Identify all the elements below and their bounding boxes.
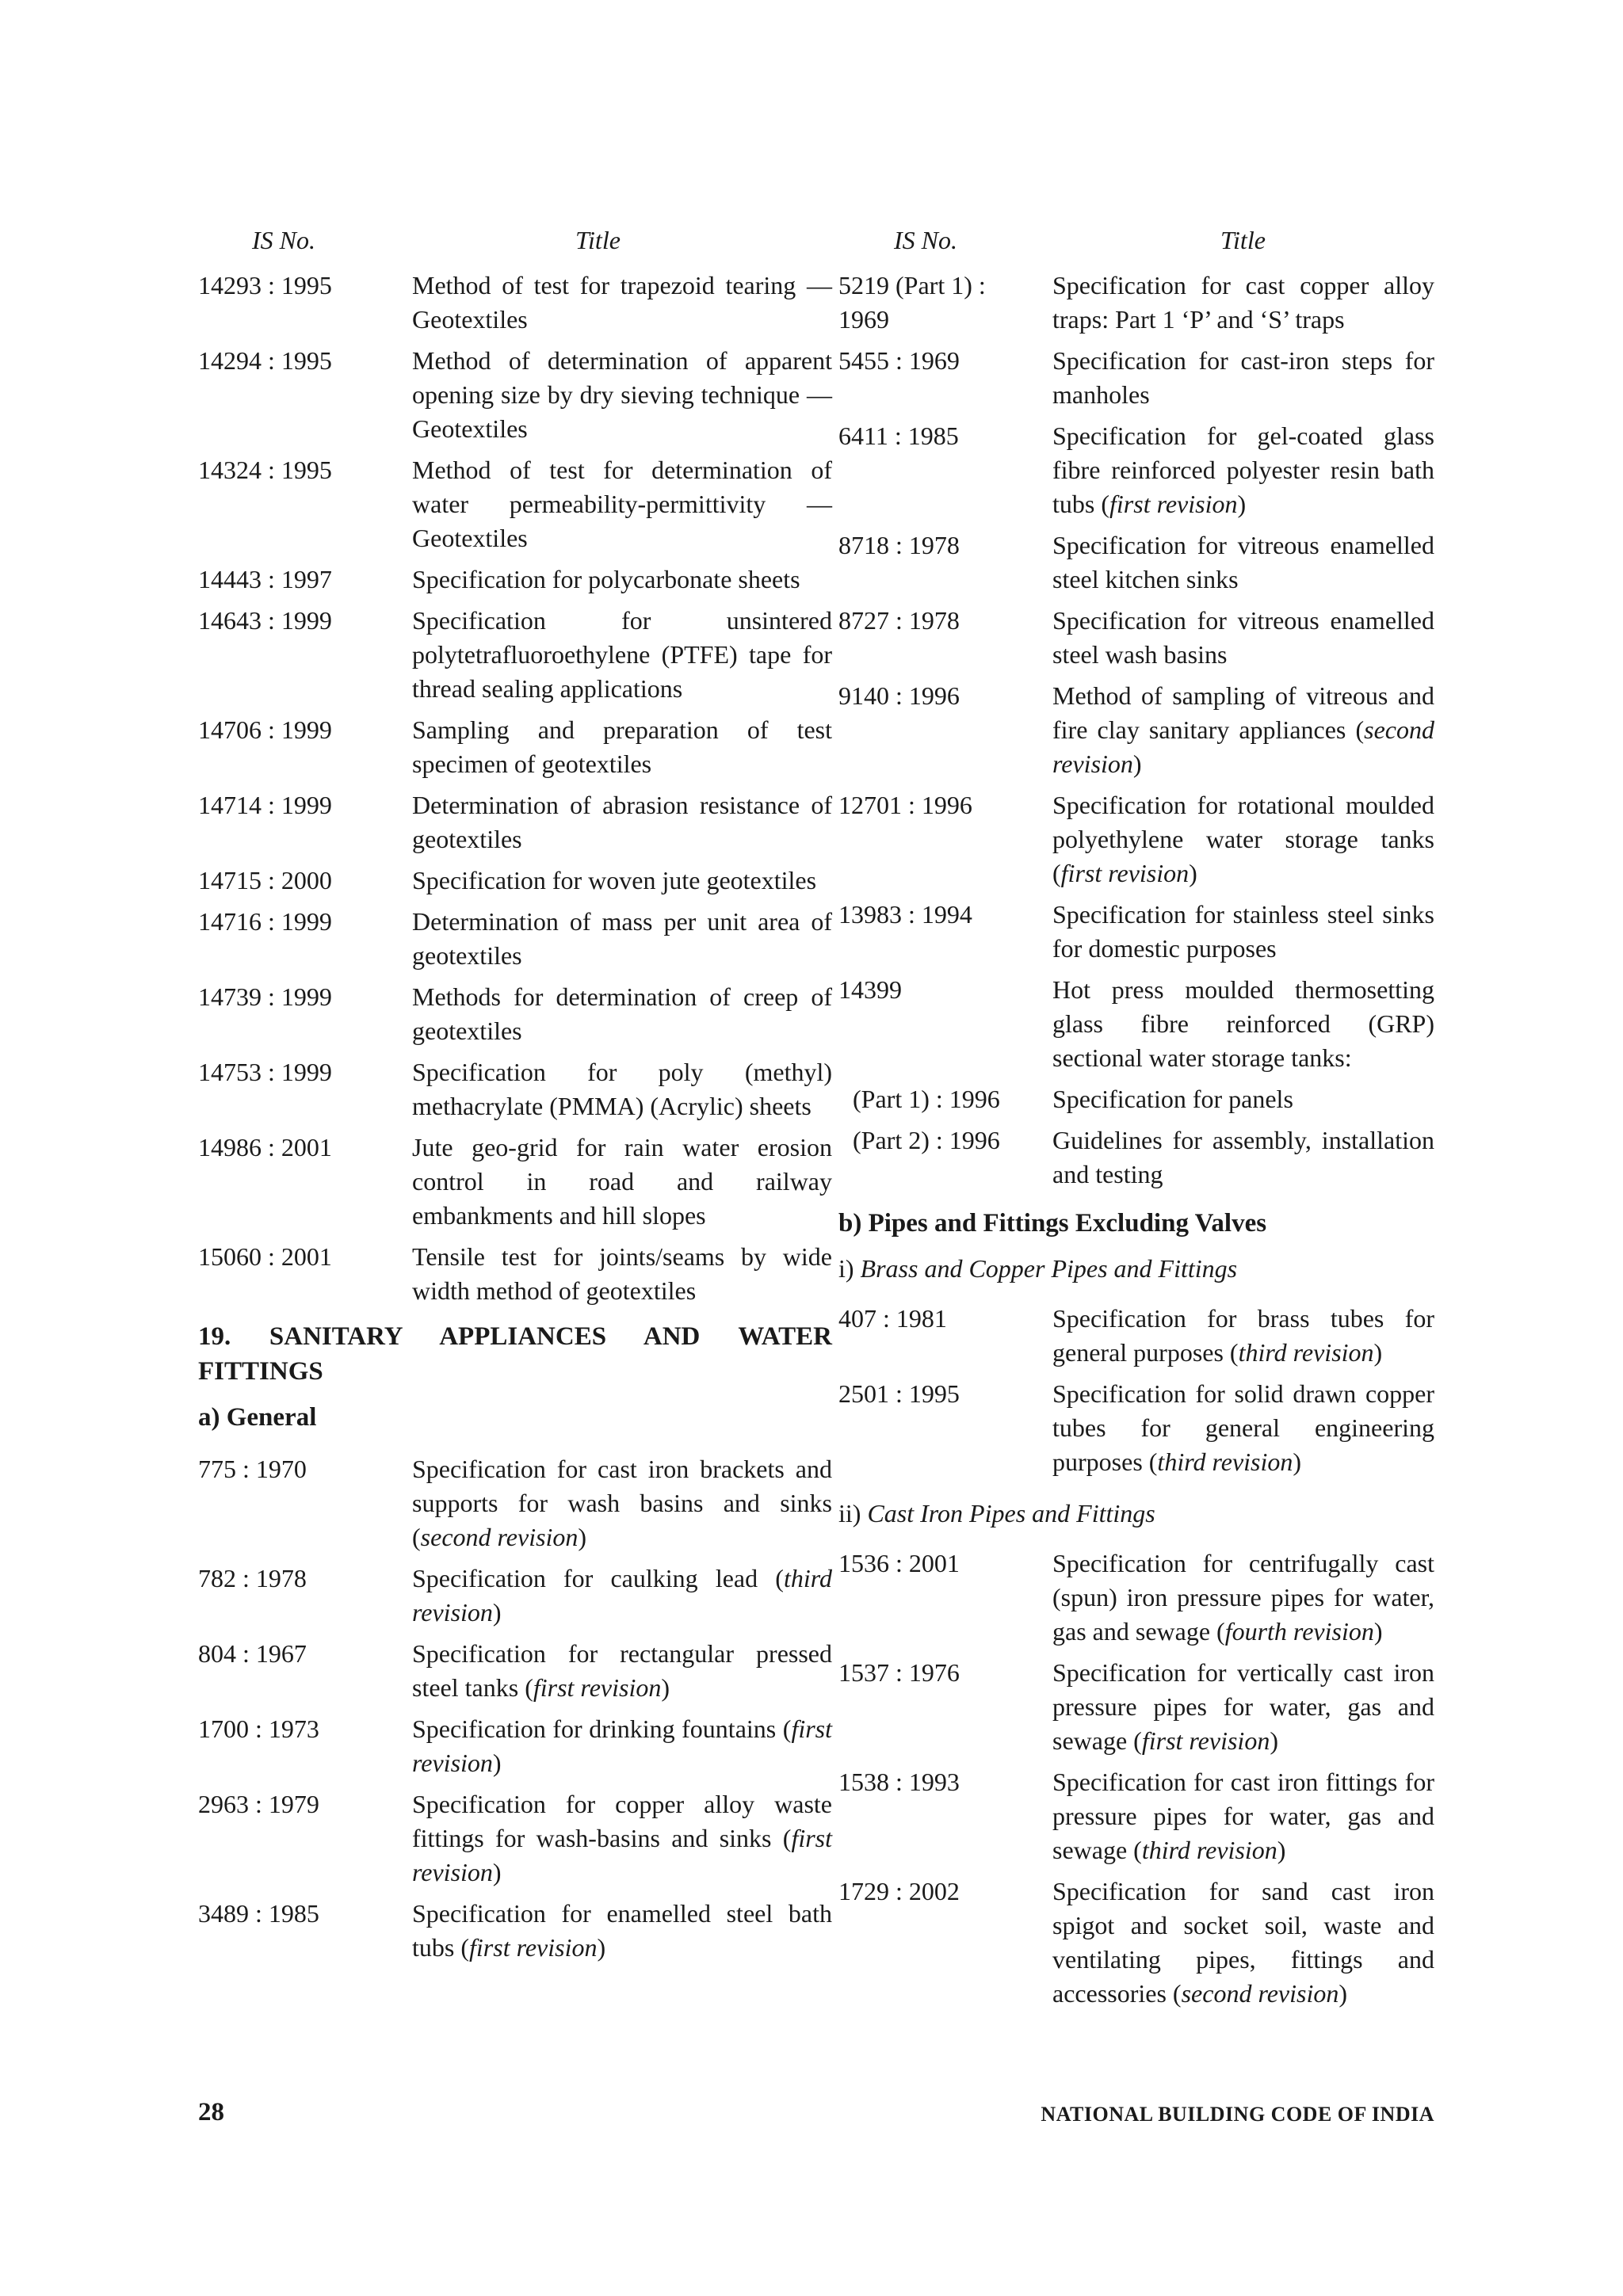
revision-note: first revision	[469, 1933, 598, 1962]
title-text: Method of test for trapezoid tearing — Geotextiles	[412, 271, 832, 334]
is-number: 14715 : 2000	[198, 866, 332, 894]
table-row	[198, 713, 832, 781]
is-number: 14716 : 1999	[198, 907, 332, 936]
title-text: Specification for vitreous enamelled steel kitchen sinks	[1052, 531, 1434, 593]
left-column	[198, 226, 832, 1972]
title-text: Specification for cast-iron steps for manholes	[1052, 346, 1434, 409]
standard-title	[412, 905, 832, 973]
title-text: Specification for panels	[1052, 1085, 1293, 1113]
standard-title: Specification for sand cast iron spigot and socket soil, waste and ventilating pipes, fittings and accessories (second revision)	[1052, 1877, 1434, 2008]
title-text: Specification for vertically cast iron pressure pipes for water, gas and sewage	[1052, 1658, 1434, 1755]
table-row	[838, 1547, 1434, 1649]
revision-note: first revision	[533, 1673, 662, 1702]
table-row	[198, 269, 832, 337]
subsection-heading: a) General	[198, 1403, 317, 1432]
title-text: Guidelines for assembly, installation and testing	[1052, 1126, 1434, 1188]
is-number: 1538 : 1993	[838, 1768, 960, 1796]
is-number: 782 : 1978	[198, 1564, 307, 1592]
revision-note: third revision	[1141, 1836, 1277, 1864]
title-text: Specification for unsintered polytetrafluoroethylene (PTFE) tape for thread sealing applications	[412, 606, 832, 703]
revision-note: first revision	[412, 1824, 833, 1886]
table-row	[198, 1131, 832, 1233]
table-row	[838, 269, 1434, 337]
is-number: 14324 : 1995	[198, 456, 332, 484]
title-text: Specification for poly (methyl) methacrylate (PMMA) (Acrylic) sheets	[412, 1058, 832, 1120]
table-row	[838, 1123, 1434, 1192]
title-text: Specification for solid drawn copper tubes for general engineering purposes	[1052, 1379, 1434, 1476]
standard-title	[412, 344, 832, 446]
standard-title	[412, 604, 832, 706]
title-text: Specification for cast copper alloy traps: Part 1 ‘P’ and ‘S’ traps	[1052, 271, 1434, 334]
is-number: 2963 : 1979	[198, 1790, 319, 1818]
revision-note: second revision	[420, 1523, 579, 1551]
title-text: Specification for rotational moulded polyethylene water storage tanks	[1052, 791, 1434, 853]
section-heading: 19. SANITARY APPLIANCES AND WATER FITTINGS	[198, 1322, 832, 1386]
subsection-number: ii)	[838, 1499, 861, 1527]
standards-list	[198, 269, 832, 1308]
is-number: 6411 : 1985	[838, 421, 959, 450]
is-number: (Part 2) : 1996	[853, 1126, 1000, 1154]
table-row	[838, 1302, 1434, 1370]
standard-title	[412, 453, 832, 555]
is-number: 14753 : 1999	[198, 1058, 332, 1086]
standard-title	[1052, 1082, 1434, 1116]
table-row	[198, 1712, 832, 1780]
table-row	[838, 1656, 1434, 1758]
subsection-heading	[838, 1497, 1434, 1531]
is-number: 14399	[838, 975, 902, 1004]
table-row	[198, 1637, 832, 1705]
standard-title: Specification for cast iron brackets and supports for wash basins and sinks (second revision)	[412, 1455, 832, 1551]
standard-title: Specification for cast iron fittings for pressure pipes for water, gas and sewage (third revision)	[1052, 1768, 1434, 1864]
is-number: 14443 : 1997	[198, 565, 332, 593]
revision-note: first revision	[1060, 859, 1190, 887]
title-text: Specification for sand cast iron spigot and socket soil, waste and ventilating pipes, fittings and accessories	[1052, 1877, 1434, 2008]
is-number: 9140 : 1996	[838, 681, 960, 710]
title-text: Specification for centrifugally cast (spun) iron pressure pipes for water, gas and sewage	[1052, 1549, 1434, 1646]
column-header	[838, 226, 1434, 269]
table-row	[198, 563, 832, 597]
column-header	[198, 226, 832, 269]
revision-note: third revision	[1238, 1338, 1374, 1367]
is-number: 407 : 1981	[838, 1304, 947, 1333]
is-number: 1729 : 2002	[838, 1877, 960, 1905]
subsection-heading	[838, 1252, 1434, 1286]
standard-title	[412, 1240, 832, 1308]
title-text: Specification for polycarbonate sheets	[412, 565, 800, 593]
is-number: 14739 : 1999	[198, 982, 332, 1011]
title-text: Specification for cast iron brackets and supports for wash basins and sinks	[412, 1455, 832, 1517]
is-number: 2501 : 1995	[838, 1379, 960, 1408]
standard-title: Specification for rotational moulded polyethylene water storage tanks (first revision)	[1052, 791, 1434, 887]
revision-note: second revision	[1181, 1979, 1339, 2008]
standard-title	[1052, 528, 1434, 597]
title-text: Specification for gel-coated glass fibre reinforced polyester resin bath tubs	[1052, 421, 1434, 518]
is-number: 14643 : 1999	[198, 606, 332, 635]
is-number: 5455 : 1969	[838, 346, 960, 375]
is-number: 12701 : 1996	[838, 791, 972, 819]
title-text: Specification for cast iron fittings for pressure pipes for water, gas and sewage	[1052, 1768, 1434, 1864]
standard-title	[1052, 973, 1434, 1075]
standard-title	[412, 1055, 832, 1123]
standard-title	[412, 980, 832, 1048]
title-text: Specification for woven jute geotextiles	[412, 866, 817, 894]
revision-note: first revision	[1141, 1726, 1270, 1755]
subsection-number: i)	[838, 1254, 854, 1283]
title-text: Specification for copper alloy waste fittings for wash-basins and sinks	[412, 1790, 832, 1852]
standard-title: Method of sampling of vitreous and fire clay sanitary appliances (second revision)	[1052, 681, 1434, 778]
standard-title	[412, 864, 832, 898]
title-text: Determination of mass per unit area of geotextiles	[412, 907, 832, 970]
standard-title	[412, 563, 832, 597]
table-row	[838, 679, 1434, 781]
standard-title	[412, 1131, 832, 1233]
table-row	[838, 528, 1434, 597]
title-text: Method of test for determination of water permeability-permittivity — Geotextiles	[412, 456, 832, 552]
table-row	[198, 1452, 832, 1554]
is-no-header: IS No.	[894, 226, 957, 254]
title-header: Title	[575, 226, 621, 254]
table-row	[838, 1875, 1434, 2011]
title-text: Specification for drinking fountains	[412, 1714, 777, 1743]
standard-title	[1052, 344, 1434, 412]
standard-title	[1052, 898, 1434, 966]
table-row	[198, 344, 832, 446]
table-row	[838, 973, 1434, 1075]
table-row	[838, 1082, 1434, 1116]
standard-title: Specification for brass tubes for general purposes (third revision)	[1052, 1304, 1434, 1367]
is-number: 775 : 1970	[198, 1455, 307, 1483]
standard-title: Specification for rectangular pressed steel tanks (first revision)	[412, 1639, 832, 1702]
title-text: Determination of abrasion resistance of geotextiles	[412, 791, 832, 853]
title-text: Specification for brass tubes for general purposes	[1052, 1304, 1434, 1367]
title-text: Jute geo-grid for rain water erosion control in road and railway embankments and hill slopes	[412, 1133, 832, 1230]
revision-note: second revision	[1052, 715, 1434, 778]
table-row	[198, 453, 832, 555]
standards-list	[838, 1302, 1434, 1479]
revision-note: first revision	[1109, 490, 1238, 518]
table-row	[198, 864, 832, 898]
revision-note: first revision	[412, 1714, 833, 1777]
title-text: Specification for vitreous enamelled steel wash basins	[1052, 606, 1434, 669]
table-row	[838, 1765, 1434, 1867]
table-row	[198, 905, 832, 973]
standard-title: Specification for gel-coated glass fibre reinforced polyester resin bath tubs (first revision)	[1052, 421, 1434, 518]
is-number: 804 : 1967	[198, 1639, 307, 1668]
is-number: 15060 : 2001	[198, 1242, 332, 1271]
standard-title	[1052, 604, 1434, 672]
standard-title: Specification for solid drawn copper tubes for general engineering purposes (third revision)	[1052, 1379, 1434, 1476]
publication-title: NATIONAL BUILDING CODE OF INDIA	[1041, 2103, 1434, 2126]
section-heading: b) Pipes and Fittings Excluding Valves	[838, 1209, 1267, 1238]
standards-list	[838, 1547, 1434, 2011]
title-header: Title	[1220, 226, 1266, 254]
table-row	[198, 980, 832, 1048]
is-number: 14714 : 1999	[198, 791, 332, 819]
table-row	[838, 1377, 1434, 1479]
title-text: Sampling and preparation of test specimen of geotextiles	[412, 715, 832, 778]
is-number: 1700 : 1973	[198, 1714, 319, 1743]
standards-list	[198, 1452, 832, 1965]
title-text: Specification for rectangular pressed steel tanks	[412, 1639, 832, 1702]
standard-title	[412, 788, 832, 856]
title-text: Specification for stainless steel sinks for domestic purposes	[1052, 900, 1434, 963]
table-row	[198, 604, 832, 706]
revision-note: fourth revision	[1224, 1617, 1374, 1646]
title-text: Methods for determination of creep of geotextiles	[412, 982, 832, 1045]
standard-title: Specification for drinking fountains (first revision)	[412, 1714, 833, 1777]
table-row	[838, 419, 1434, 521]
table-row	[198, 1562, 832, 1630]
table-row	[198, 1240, 832, 1308]
is-number: 3489 : 1985	[198, 1899, 319, 1928]
title-text: Hot press moulded thermosetting glass fibre reinforced (GRP) sectional water storage tanks:	[1052, 975, 1434, 1072]
table-row	[198, 1897, 832, 1965]
is-number: 13983 : 1994	[838, 900, 972, 929]
title-text: Method of determination of apparent opening size by dry sieving technique — Geotextiles	[412, 346, 832, 443]
title-text: Tensile test for joints/seams by wide width method of geotextiles	[412, 1242, 832, 1305]
table-row	[838, 898, 1434, 966]
is-number: 1537 : 1976	[838, 1658, 960, 1687]
is-no-header: IS No.	[252, 226, 315, 254]
is-number: 1536 : 2001	[838, 1549, 960, 1577]
standard-title	[412, 269, 832, 337]
standard-title	[1052, 269, 1434, 337]
title-text: Specification for caulking lead	[412, 1564, 758, 1592]
title-text: Specification for enamelled steel bath tubs	[412, 1899, 832, 1962]
title-text: Method of sampling of vitreous and fire clay sanitary appliances	[1052, 681, 1434, 744]
table-row	[198, 1787, 832, 1890]
is-number: 5219 (Part 1) : 1969	[838, 271, 986, 334]
page-number: 28	[198, 2098, 224, 2126]
is-number: 14706 : 1999	[198, 715, 332, 744]
standards-list	[838, 269, 1434, 1075]
is-number: 14294 : 1995	[198, 346, 332, 375]
standard-title: Specification for caulking lead (third revision)	[412, 1564, 833, 1627]
table-row	[838, 344, 1434, 412]
table-row	[198, 1055, 832, 1123]
revision-note: third revision	[412, 1564, 833, 1627]
standard-title: Specification for vertically cast iron pressure pipes for water, gas and sewage (first revision)	[1052, 1658, 1434, 1755]
is-number: 14293 : 1995	[198, 271, 332, 299]
is-number: (Part 1) : 1996	[853, 1085, 1000, 1113]
standard-title	[1052, 1123, 1434, 1192]
standard-title: Specification for copper alloy waste fittings for wash-basins and sinks (first revision)	[412, 1790, 833, 1886]
page-footer	[198, 2098, 1434, 2133]
table-row	[198, 788, 832, 856]
standard-title: Specification for enamelled steel bath tubs (first revision)	[412, 1899, 832, 1962]
is-number: 8727 : 1978	[838, 606, 960, 635]
table-row	[838, 604, 1434, 672]
subsection-title: Brass and Copper Pipes and Fittings	[860, 1254, 1238, 1283]
revision-note: third revision	[1157, 1447, 1293, 1476]
table-row	[838, 788, 1434, 891]
standard-title: Specification for centrifugally cast (spun) iron pressure pipes for water, gas and sewage (fourth revision)	[1052, 1549, 1434, 1646]
is-number: 8718 : 1978	[838, 531, 960, 559]
subsection-title: Cast Iron Pipes and Fittings	[867, 1499, 1155, 1527]
parts-list	[838, 1082, 1434, 1192]
right-column	[838, 226, 1434, 2018]
is-number: 14986 : 2001	[198, 1133, 332, 1161]
standard-title	[412, 713, 832, 781]
